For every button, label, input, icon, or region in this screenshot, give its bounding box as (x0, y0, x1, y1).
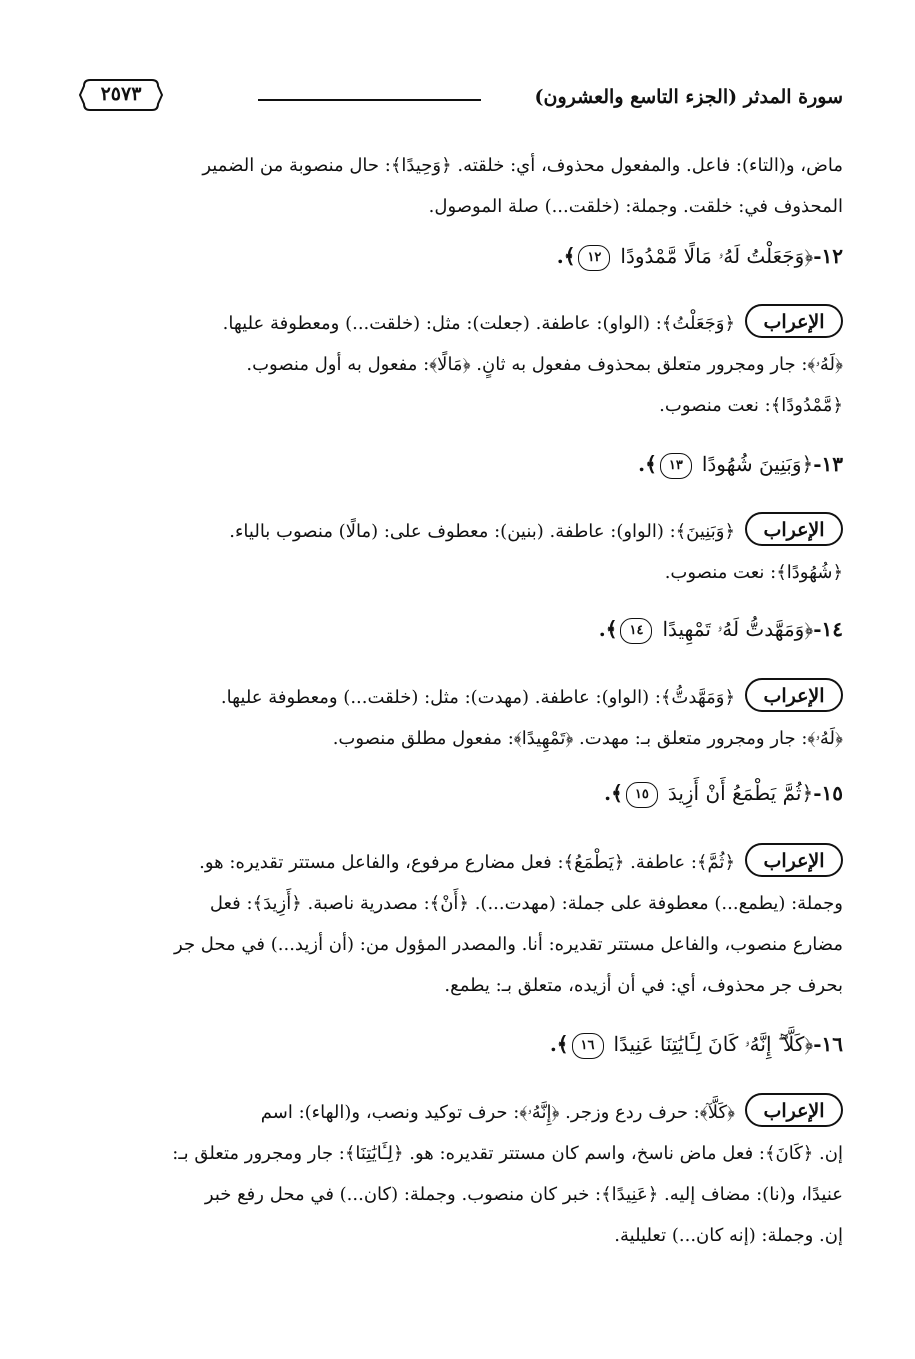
verse-number: ١٣- (813, 452, 843, 476)
verse-number: ١٦- (813, 1032, 843, 1056)
ayah-marker-icon: ١٥ (626, 782, 658, 808)
verse-close: ﴾. (604, 781, 623, 805)
verse-close: ﴾. (598, 617, 618, 641)
verse-text: ﴿كَلَّآ ۖ إِنَّهُۥ كَانَ لِـَٔايَٰتِنَا عَنِيدًا (613, 1032, 814, 1056)
text-line: ماض، و(التاء): فاعل. والمفعول محذوف، أي: خلقته. ﴿وَحِيدًا﴾: حال منصوبة من الضمير (202, 155, 843, 176)
text-line: ﴿لَهُۥ﴾: جار ومجرور متعلق بـ: مهدت. ﴿تَمْهِيدًا﴾: مفعول مطلق منصوب. (332, 728, 843, 749)
text-line: إن. وجملة: (إنه كان...) تعليلية. (614, 1225, 843, 1246)
header-rule (258, 99, 481, 101)
verse-text: ﴿وَبَنِينَ شُهُودًا (701, 452, 814, 476)
page-number: ٢٥٧٣ (100, 83, 142, 105)
verse-text: ﴿وَمَهَّدتُّ لَهُۥ تَمْهِيدًا (662, 617, 814, 641)
verse-number: ١٢- (813, 244, 843, 268)
text-line: ﴿وَمَهَّدتُّ﴾: (الواو): عاطفة. (مهدت): مثل: (خلقت...) ومعطوفة عليها. (220, 687, 735, 708)
page-header (78, 76, 843, 126)
text-line: ﴿وَجَعَلْتُ﴾: (الواو): عاطفة. (جعلت): مثل: (خلقت...) ومعطوفة عليها. (222, 313, 735, 334)
verse-close: ﴾. (638, 452, 657, 476)
text-line: بحرف جر محذوف، أي: في أن أزيده، متعلق بـ: يطمع. (444, 975, 843, 996)
ayah-marker-icon: ١٣ (660, 453, 692, 479)
text-line: عنيدًا، و(نا): مضاف إليه. ﴿عَنِيدًا﴾: خبر كان منصوب. وجملة: (كان...) في محل رفع خبر (204, 1184, 843, 1205)
verse-heading (557, 244, 843, 271)
text-line: ﴿لَهُۥ﴾: جار ومجرور متعلق بمحذوف مفعول به ثانٍ. ﴿مَالًا﴾: مفعول به أول منصوب. (246, 354, 843, 375)
verse-text: ﴿ثُمَّ يَطْمَعُ أَنْ أَزِيدَ (667, 781, 814, 805)
irab-badge: الإعراب (745, 304, 843, 338)
irab-block (78, 842, 843, 1006)
verse-close: ﴾. (556, 244, 576, 268)
irab-badge: الإعراب (745, 512, 843, 546)
irab-block (78, 677, 843, 759)
verse-heading (604, 781, 843, 808)
text-line: وجملة: (يطمع...) معطوفة على جملة: (مهدت...). ﴿أَنْ﴾: مصدرية ناصبة. ﴿أَزِيدَ﴾: فعل (209, 893, 843, 914)
ayah-marker-icon: ١٦ (572, 1033, 604, 1059)
irab-block (78, 511, 843, 593)
verse-heading (638, 452, 843, 479)
irab-badge: الإعراب (745, 678, 843, 712)
verse-text: ﴿وَجَعَلْتُ لَهُۥ مَالًا مَّمْدُودًا (620, 244, 814, 268)
text-line: ﴿كَلَّآ﴾: حرف ردع وزجر. ﴿إِنَّهُۥ﴾: حرف توكيد ونصب، و(الهاء): اسم (260, 1102, 735, 1123)
irab-badge: الإعراب (745, 1093, 843, 1127)
text-line: ﴿مَّمْدُودًا﴾: نعت منصوب. (659, 395, 843, 416)
text-line: المحذوف في: خلقت. وجملة: (خلقت...) صلة الموصول. (428, 196, 843, 217)
page-number-frame (78, 76, 164, 114)
text-line: ﴿شُهُودًا﴾: نعت منصوب. (664, 562, 843, 583)
verse-close: ﴾. (549, 1032, 569, 1056)
text-line: ﴿وَبَنِينَ﴾: (الواو): عاطفة. (بنين): معطوف على: (مالًا) منصوب بالياء. (229, 521, 735, 542)
intro-paragraph (78, 145, 843, 227)
verse-heading (599, 617, 843, 644)
verse-number: ١٤- (813, 617, 843, 641)
text-line: إن. ﴿كَانَ﴾: فعل ماض ناسخ، واسم كان مستتر تقديره: هو. ﴿لِـَٔايَٰتِنَا﴾: جار ومجرور متعلق بـ: (172, 1143, 843, 1164)
irab-badge: الإعراب (745, 843, 843, 877)
irab-block (78, 303, 843, 426)
irab-block (78, 1092, 843, 1256)
ayah-marker-icon: ١٤ (620, 618, 652, 644)
verse-heading (550, 1032, 843, 1059)
text-line: ﴿ثُمَّ﴾: عاطفة. ﴿يَطْمَعُ﴾: فعل مضارع مرفوع، والفاعل مستتر تقديره: هو. (199, 852, 735, 873)
verse-number: ١٥- (813, 781, 843, 805)
ayah-marker-icon: ١٢ (578, 245, 610, 271)
running-title: سورة المدثر (الجزء التاسع والعشرون) (534, 86, 843, 108)
text-line: مضارع منصوب، والفاعل مستتر تقديره: أنا. والمصدر المؤول من: (أن أزيد...) في محل جر (174, 934, 843, 955)
